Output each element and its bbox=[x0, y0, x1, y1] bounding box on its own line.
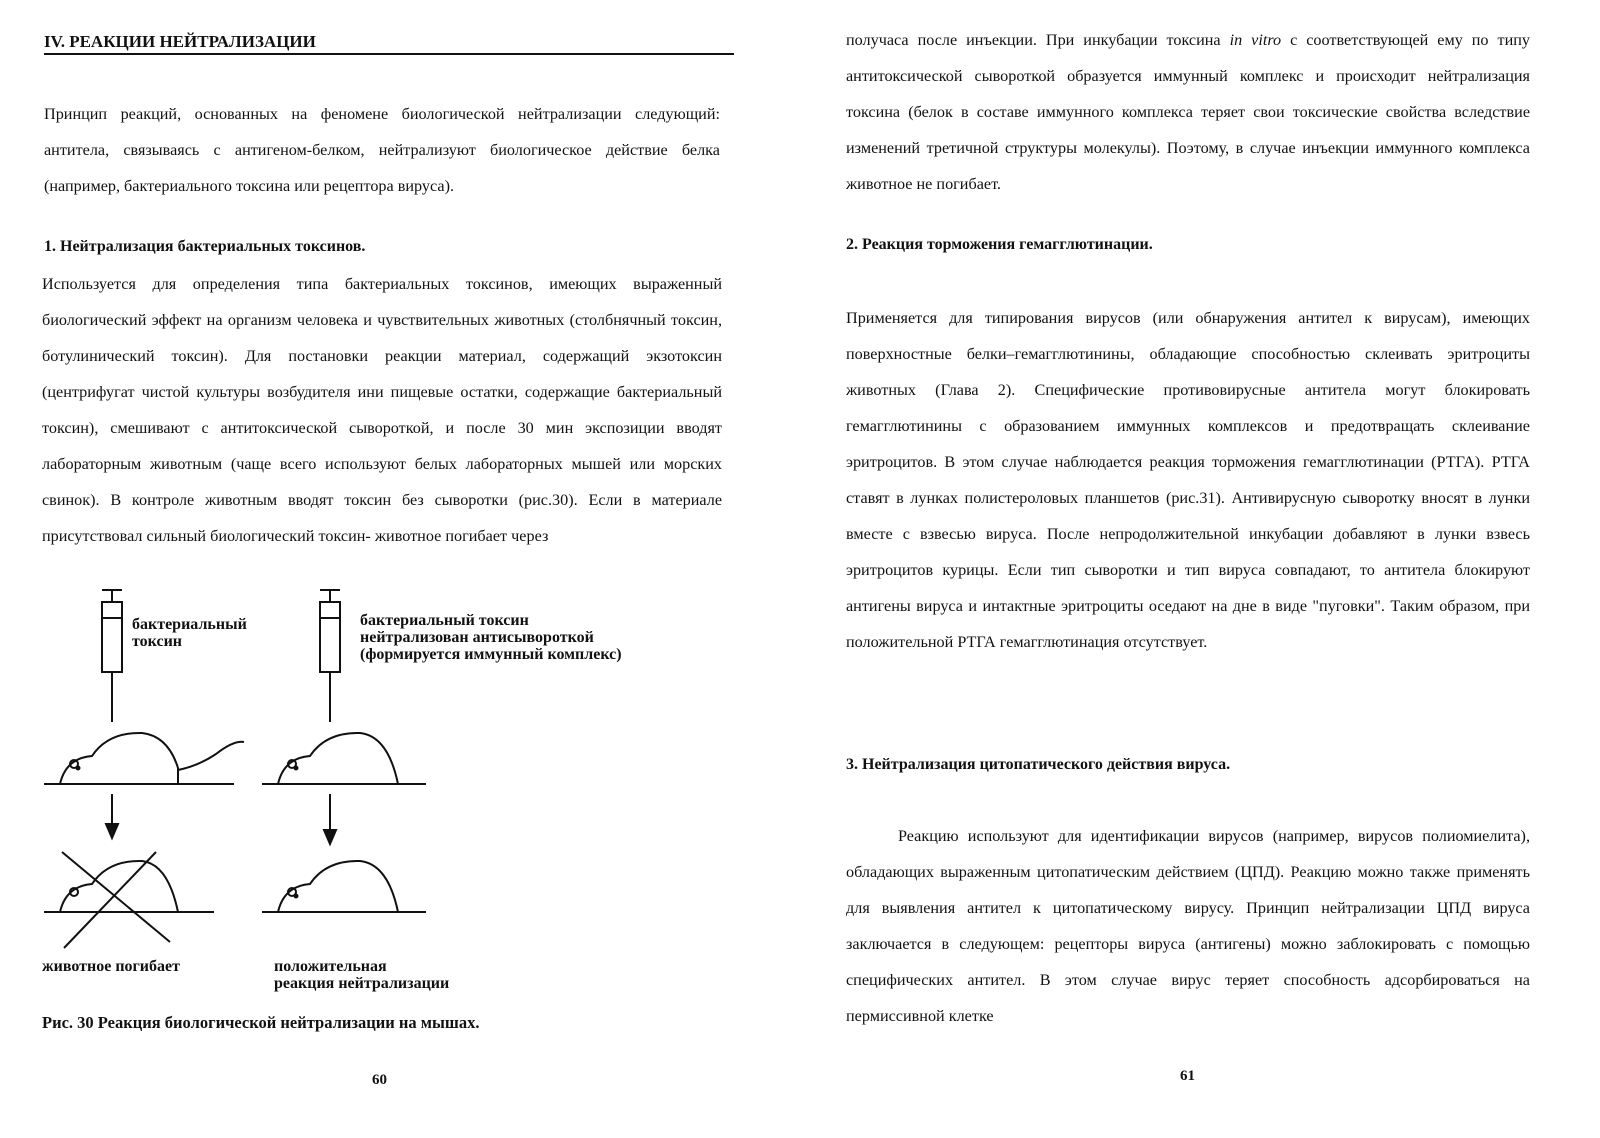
section-2-title: 2. Реакция торможения гемагглютинации. bbox=[846, 236, 1153, 253]
figure-caption: Рис. 30 Реакция биологической нейтрализации на мышах. bbox=[42, 1013, 480, 1032]
arrow-down-icon bbox=[324, 794, 336, 844]
label-toxin bbox=[132, 616, 247, 650]
arrow-down-icon bbox=[106, 794, 118, 838]
page-number: 61 bbox=[1180, 1068, 1195, 1084]
label-line: положительная bbox=[274, 958, 387, 975]
label-line: реакция нейтрализации bbox=[274, 975, 450, 992]
mouse-icon bbox=[262, 861, 426, 912]
intro-paragraph: Принцип реакций, основанных на феномене биологической нейтрализации следующий: антитела, связываясь с антигеном-белком, нейтрализуют биологическое действие белка (например, бактериального токсина или рецептора вируса). bbox=[44, 105, 720, 195]
section-3-text: Реакцию используют для идентификации вирусов (например, вирусов полиомиелита), обладающих выраженным цитопатическим действием (ЦПД). Реакцию можно также применять для выявления антител к цитопатическому вирусу. Принцип нейтрализации ЦПД вируса заключается в следующем: рецепторы вируса (антигены) можно заблокировать с помощью специфических антител. В этом случае вирус теряет способность адсорбироваться на пермиссивной клетке bbox=[846, 827, 1530, 1025]
label-animal-dies: животное погибает bbox=[42, 958, 180, 975]
section-2-text: Применяется для типирования вирусов (или обнаружения антител к вирусам), имеющих поверхностные белки–гемагглютинины, обладающие способностью склеивать эритроциты животных (Глава 2). Специфические противовирусные антитела могут блокировать гемагглютинины с образованием иммунных комплексов и предотвращать склеивание эритроцитов. В этом случае наблюдается реакция торможения гемагглютинации (РТГА). РТГА ставят в лунках полистероловых планшетов (рис.31). Антивирусную сыворотку вносят в лунки вместе с взвесью вируса. После непродолжительной инкубации добавляют в лунки взвесь эритроцитов курицы. Если тип сыворотки и тип вируса совпадают, то антитела блокируют антигены вируса и интактные эритроциты оседают на дне в виде "пуговки". Таким образом, при положительной РТГА гемагглютинация отсутствует. bbox=[846, 309, 1530, 651]
syringe-icon bbox=[320, 590, 340, 722]
label-line: бактериальный токсин bbox=[360, 612, 529, 629]
continuation-paragraph bbox=[846, 22, 1530, 202]
section-heading: IV. РЕАКЦИИ НЕЙТРАЛИЗАЦИИ bbox=[44, 32, 734, 55]
section-1-text: Используется для определения типа бактериальных токсинов, имеющих выраженный биологический эффект на организм человека и чувствительных животных (столбнячный токсин, ботулинический токсин). Для постановки реакции материал, содержащий экзотоксин (центрифугат чистой культуры возбудителя ини пищевые остатки, содержащие бактериальный токсин), смешивают с антитоксической сывороткой, и после 30 мин экспозиции вводят лабораторным животным (чаще всего используют белых лабораторных мышей или морских свинок). В контроле животным вводят токсин без сыворотки (рис.30). Если в материале присутствовал сильный биологический токсин- животное погибает через bbox=[42, 275, 722, 545]
label-line: (формируется иммунный комплекс) bbox=[360, 646, 622, 663]
label-line: бактериальный bbox=[132, 616, 247, 633]
label-line: нейтрализован антисывороткой bbox=[360, 629, 594, 646]
mouse-icon bbox=[44, 733, 244, 784]
italic-term: in vitro bbox=[1229, 31, 1282, 49]
label-positive-reaction bbox=[274, 958, 449, 992]
label-neutralized-toxin bbox=[360, 612, 622, 663]
section-1-title: 1. Нейтрализация бактериальных токсинов. bbox=[44, 238, 366, 255]
page-number: 60 bbox=[372, 1072, 387, 1088]
label-line: токсин bbox=[132, 633, 183, 650]
section-3-title: 3. Нейтрализация цитопатического действия вируса. bbox=[846, 756, 1231, 773]
figure-30 bbox=[38, 588, 718, 1008]
text-span: получаса после инъекции. При инкубации токсина bbox=[846, 31, 1230, 49]
right-page bbox=[800, 0, 1600, 1138]
syringe-icon bbox=[102, 590, 122, 722]
mouse-icon bbox=[262, 733, 426, 784]
dead-mouse-icon bbox=[44, 852, 214, 948]
text-span: с соответствующей ему по типу антитоксической сывороткой образуется иммунный комплекс и происходит нейтрализация токсина (белок в составе иммунного комплекса теряет свои токсические свойства вследствие изменений третичной структуры молекулы). Поэтому, в случае инъекции иммунного комплекса животное не погибает. bbox=[846, 31, 1530, 193]
